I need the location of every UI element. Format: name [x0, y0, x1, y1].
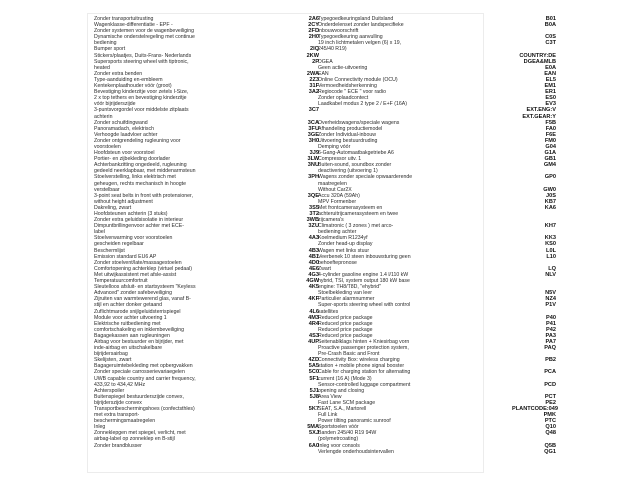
equipment-code: C0S — [545, 34, 556, 41]
equipment-code: 4L6 — [309, 308, 319, 315]
equipment-row — [318, 205, 556, 223]
equipment-row — [318, 449, 556, 455]
equipment-code: PA7 — [545, 338, 556, 345]
equipment-description: Sleutelloos afsluit- en startsysteem "Keyless Advanced" zonder safebeveiliging — [94, 284, 196, 297]
equipment-code: 3WB — [306, 217, 319, 224]
equipment-description: Kentekenplaathouder vóór (groot) — [94, 83, 172, 90]
equipment-row — [94, 394, 319, 406]
equipment-code: 3C7 — [308, 107, 319, 114]
equipment-row — [318, 22, 556, 34]
equipment-description: Climatronic ( 3 zones ) met arco- bediening achter — [318, 223, 394, 236]
equipment-description: Hoofdsteunen achterin (3 stuks) — [94, 211, 168, 217]
equipment-description: Onderdelenset zonder landspecifieke inbouwvoorschrift — [318, 22, 404, 35]
equipment-code: Q10 — [545, 424, 556, 431]
equipment-code: 3CA — [307, 119, 319, 126]
equipment-code: 4B3 — [308, 247, 319, 254]
equipment-code: 4KF — [308, 296, 319, 303]
equipment-description: Koelmedium R1234yf — [318, 235, 368, 242]
equipment-description: Stickers/plaatjes, Duits-Frans- Nederlands — [94, 52, 192, 59]
equipment-row — [318, 382, 556, 394]
equipment-description: Uitvoering bestuurdruding — [318, 137, 378, 144]
equipment-code: 3ZU — [308, 223, 319, 230]
equipment-description: Met frontcamerasysteem en achteruitrijcamerasysteem en twee zijcamera's — [318, 204, 399, 224]
equipment-code: 3H0 — [308, 137, 319, 144]
equipment-code: 2IQ — [309, 46, 319, 53]
equipment-description: Bagageruimtebekleding met opbergvakken — [94, 363, 193, 370]
equipment-code: 5F1 — [309, 375, 319, 382]
equipment-code: 4R4 — [308, 320, 319, 327]
equipment-description: Zonder oplaadcontect — [318, 95, 369, 102]
equipment-description: Verlengde onderhoudsintervallen — [318, 448, 394, 455]
equipment-code: 2WA — [306, 70, 319, 77]
equipment-list-sheet — [88, 14, 559, 472]
equipment-description: Portier- en zijbekleding doorlader — [94, 156, 171, 163]
equipment-code: GM4 — [543, 162, 556, 169]
equipment-description: Zonneklepgen met spiegel, verlicht, met airbag-label op zonneklep en B-stijl — [94, 430, 186, 443]
equipment-description: Reduced price package — [318, 320, 373, 327]
equipment-description: Area View — [318, 393, 342, 400]
equipment-description: Veerbenek 10 steen inbouwsturing geen behoeftepronose — [318, 253, 411, 266]
equipment-row — [318, 254, 556, 266]
equipment-description: Super-sports steering wheel with control satellites — [318, 302, 411, 315]
equipment-description: Skelijsten, zwart — [94, 357, 132, 364]
equipment-code: 4G3 — [308, 271, 319, 278]
equipment-description: Connectivity Box: wireless charging station + mobile phone signal booster — [318, 357, 405, 370]
equipment-code: 3A2 — [308, 89, 319, 96]
equipment-description: Geen actie-uitvoering — [318, 64, 368, 71]
equipment-description: Stoelverwarming voor voorstoelen gescheiden regelbaar — [94, 235, 173, 248]
equipment-row — [318, 357, 556, 369]
equipment-description: Sensor-controlled luggage compartment opening and closing — [318, 381, 411, 394]
equipment-description: Wagenklasse-differentiatie - EPF - — [94, 22, 173, 29]
equipment-code: 3T2 — [309, 211, 319, 217]
equipment-row — [94, 107, 319, 119]
equipment-row — [94, 235, 319, 247]
equipment-code: PTC — [544, 418, 556, 425]
equipment-code: 5MA — [307, 424, 319, 431]
equipment-description: Dakreling, zwart — [94, 204, 132, 211]
equipment-code: FM0 — [544, 137, 556, 144]
equipment-code: EM1 — [544, 83, 556, 90]
equipment-code: L0L — [546, 247, 556, 254]
equipment-code: EXT.GEAR:Y — [522, 113, 556, 120]
equipment-code: B01 — [545, 16, 556, 22]
equipment-description: Zuflichtmarode snijlgeluidsterrispiegel — [94, 308, 181, 315]
equipment-row — [318, 345, 556, 357]
equipment-row — [94, 138, 319, 150]
equipment-code: 4E6 — [309, 265, 319, 272]
equipment-description: Typegoedkeuringsland Duitsland — [318, 16, 394, 22]
equipment-code: B0A — [544, 22, 556, 29]
equipment-code: PCT — [544, 393, 556, 400]
equipment-description: Temperatuurcomfortruit — [94, 278, 148, 285]
equipment-row — [94, 174, 319, 192]
equipment-code: 2A6 — [308, 16, 319, 22]
equipment-description: Vermoedheidsherkenning — [318, 83, 377, 90]
equipment-description: Sportstoelen vóór — [318, 424, 359, 431]
equipment-description: Panoramadach, elektrisch — [94, 125, 154, 132]
equipment-description: Afhandeling productiemodel — [318, 125, 383, 132]
equipment-code: 5XJ — [309, 430, 319, 437]
right-column — [318, 16, 559, 455]
equipment-description: Without Car2X — [318, 186, 352, 193]
equipment-description: Zwart — [318, 265, 331, 272]
equipment-description: DGEA — [318, 58, 333, 65]
equipment-description: Wagens zonder speciale opwaarderende maatregelen — [318, 174, 413, 187]
equipment-code: EAN — [544, 70, 556, 77]
equipment-row — [318, 302, 556, 314]
equipment-description: Power tilting panoramic sunroof — [318, 418, 391, 425]
equipment-code: 31F — [309, 83, 319, 90]
equipment-row — [94, 321, 319, 333]
equipment-code: KH7 — [544, 223, 556, 230]
equipment-description: Zonder ontgrendeling rugleuning voor voorstoelen — [94, 137, 181, 150]
equipment-description: Zonder transportuitrusting — [94, 16, 154, 22]
equipment-description: Inleg voor consols — [318, 442, 360, 449]
equipment-description: Zonder systemen voor de wagenbeveiliging — [94, 28, 195, 35]
equipment-description: Airbag voor bestuurder en bijrijder, met inde-airbag en uitschakelbare bijrijdersairbag — [94, 338, 184, 358]
equipment-code: 3S5 — [309, 204, 319, 211]
equipment-code: 2P — [312, 58, 319, 65]
equipment-code: QG1 — [544, 448, 556, 455]
equipment-description: 4-cylinder gasoline engine 1.4 l/110 kW hybrid, TSI, system output 180 kW base engine: TH8/T8D, "ehybrid" — [318, 271, 410, 291]
equipment-row — [94, 162, 319, 174]
equipment-code: 2H0 — [308, 34, 319, 41]
equipment-code: 3QE — [307, 192, 319, 199]
equipment-description: Module voor achter uitvoering 1 — [94, 314, 167, 321]
equipment-code: P42 — [546, 326, 556, 333]
equipment-code: 2CY — [308, 22, 319, 29]
equipment-description: Fast Lane SCM package — [318, 399, 376, 406]
equipment-description: Bagagekassen aan rugleuningen — [94, 332, 170, 339]
equipment-code: 4S3 — [309, 332, 319, 339]
equipment-code: PMK — [543, 412, 556, 419]
equipment-code: DGEA&MLB — [523, 58, 556, 65]
equipment-code: NZ4 — [545, 296, 556, 303]
equipment-code: 4M3 — [308, 314, 319, 321]
equipment-code: 3FU — [308, 125, 319, 132]
equipment-row — [94, 59, 319, 71]
equipment-code: ES0 — [545, 95, 556, 102]
equipment-row — [318, 369, 556, 381]
equipment-code: ER1 — [545, 89, 556, 96]
equipment-row — [318, 430, 556, 442]
equipment-row — [94, 296, 319, 308]
equipment-description: Reduced price package — [318, 326, 373, 333]
equipment-code: E0A — [545, 64, 556, 71]
equipment-code: 3J9 — [309, 150, 319, 157]
equipment-code: NLV — [545, 271, 556, 278]
equipment-row — [318, 272, 556, 290]
equipment-description: Bevestiging kinderzitje voor zetels I-Size, 2 x top tethers en bevestiging kinderzitje vóór bijrijderszijde — [94, 89, 189, 108]
equipment-code: N5V — [545, 290, 556, 297]
equipment-description: Bumper sport — [94, 46, 126, 53]
equipment-description: Cable for charging station for alternating current (16 A) (Mode 3) — [318, 369, 411, 382]
equipment-description: Zonder Individual-inbouw — [318, 131, 376, 138]
equipment-code: COUNTRY:DE — [519, 52, 556, 59]
equipment-description: Emission standard EU6 AP — [94, 253, 157, 260]
equipment-description: Supersports steering wheel with tiptronic, heated — [94, 58, 189, 71]
equipment-code: Q5B — [544, 442, 556, 449]
equipment-code: 4D0 — [308, 259, 319, 266]
equipment-code: J0S — [546, 192, 556, 199]
equipment-code: KS0 — [545, 241, 556, 248]
equipment-description: Hoofdsteun voor voorstoel — [94, 150, 155, 157]
equipment-code: PCD — [544, 381, 556, 388]
equipment-description: Demping vóór — [318, 143, 351, 150]
equipment-row — [94, 89, 319, 107]
equipment-code: 6A0 — [308, 442, 319, 449]
equipment-description: Overheidswagens/speciale wagens — [318, 119, 400, 126]
equipment-code: GW0 — [543, 186, 556, 193]
equipment-row — [94, 34, 319, 46]
equipment-description: Stoelverstelling, links elektrisch met geheugen, rechts mechanisch in hoogte verstelbaar — [94, 174, 186, 193]
equipment-description: Regiocode " ECE " voor radio — [318, 89, 386, 96]
equipment-description: 6-Gang-Automaatbakgetriebe A6 — [318, 150, 394, 157]
equipment-description: Buitenspiegel bestuurderszijde convex, bijrijderszijde convex — [94, 393, 184, 406]
equipment-description: Dynamische onderstelregeling met continue bediening — [94, 34, 195, 47]
equipment-code: PE2 — [545, 399, 556, 406]
equipment-code: P1V — [545, 302, 556, 309]
equipment-description: Elektrische ruitbediening met comfortschakeling en inklembeveiliging — [94, 320, 184, 333]
equipment-description: Type-aanduiding en-embleem — [94, 76, 163, 83]
equipment-description: UWB capable country and carrier frequency, 433,92 to 434,42 MHz — [94, 375, 196, 388]
equipment-description: EAN — [318, 70, 329, 77]
equipment-code: 4A3 — [308, 235, 319, 242]
equipment-description: Zonder stoelvent/late/massagestoelen — [94, 259, 182, 266]
equipment-code: P41 — [546, 320, 556, 327]
equipment-code: GB1 — [544, 156, 556, 163]
equipment-code: 4UP — [308, 338, 319, 345]
equipment-row — [94, 284, 319, 296]
equipment-code: 5C0 — [308, 369, 319, 376]
equipment-description: Full Link — [318, 412, 338, 419]
equipment-code: 2KW — [306, 52, 319, 59]
equipment-code: EXT.ENG:V — [526, 107, 556, 114]
left-column — [94, 16, 319, 449]
equipment-code: 5J1 — [309, 387, 319, 394]
equipment-row — [94, 223, 319, 235]
equipment-description: Inleg — [94, 424, 106, 431]
equipment-code: PCA — [544, 369, 556, 376]
equipment-code: 4ZD — [308, 357, 319, 364]
equipment-code: Q48 — [545, 430, 556, 437]
equipment-code: 3LW — [307, 156, 319, 163]
equipment-code: LQ — [548, 265, 556, 272]
equipment-description: Online Connectivity module (OCU) — [318, 76, 398, 83]
equipment-description: Zonder speciale carrosserievariaegelen — [94, 369, 185, 376]
equipment-description: Achterbankzitting ongedeeld, rugleuning gedeeld neerklapbaar, met middenarmsteun — [94, 162, 196, 175]
equipment-code: PAQ — [544, 345, 556, 352]
equipment-description: Dimpuntbrillingenvoor achter met ECE- label — [94, 223, 184, 236]
equipment-description: Met uitwijkassistent met afsle-assist — [94, 271, 177, 278]
equipment-description: Particulier alarmnummer — [318, 296, 375, 303]
equipment-row — [318, 40, 556, 52]
equipment-description: Zonder schuifdingwand — [94, 119, 148, 126]
equipment-code: 4GW — [306, 278, 319, 285]
equipment-code: 5A5 — [308, 363, 319, 370]
equipment-code: 4B1 — [308, 253, 319, 260]
equipment-code: L10 — [546, 253, 556, 260]
equipment-description: Reduced price package — [318, 314, 373, 321]
equipment-description: Zonder head-up display — [318, 241, 373, 248]
equipment-description: Zijruiten van warmtewerend glas, vanaf B- stijl en achter donker getaand — [94, 296, 191, 309]
equipment-code: GP0 — [544, 174, 556, 181]
equipment-row — [94, 430, 319, 442]
equipment-description: Comfortopening achterklep (virtuel pedaal) — [94, 265, 193, 272]
equipment-row — [318, 162, 556, 174]
equipment-description: Verhoogde laadvloer achter — [94, 131, 158, 138]
equipment-code: 3NU — [307, 162, 319, 169]
equipment-description: Compressor uitv. 1 — [318, 156, 362, 163]
equipment-description: 3-puntsvorgordel voor middelste zitplaats achterin — [94, 107, 189, 120]
equipment-description: Buiten-sound, soundbox zonder deactivering (uitvoering 1) — [318, 162, 392, 175]
equipment-code: P40 — [546, 314, 556, 321]
equipment-code: 2Z3 — [309, 76, 319, 83]
equipment-description: Typegoedkeuring aanvulling — [318, 34, 383, 41]
equipment-description: Laadkabel modus 2 type 2 / E+F (16A) — [318, 101, 407, 108]
equipment-row — [94, 406, 319, 424]
equipment-description: Wagen met links stuur — [318, 247, 370, 254]
equipment-code: PA3 — [545, 332, 556, 339]
equipment-description: Transportbeschermingshoes (confectsthles) met extra transport- beschermingsmaatregelen — [94, 406, 195, 425]
equipment-description: Stoelbekleding van leer — [318, 290, 372, 297]
equipment-description: Banden 245/40 R19 94W (polymetrcoating) — [318, 430, 377, 443]
equipment-code: FA0 — [545, 125, 556, 132]
equipment-description: 19 inch lichtmetalen velgen (6) x 19, 245/40 R19) — [318, 40, 402, 53]
equipment-row — [318, 223, 556, 235]
equipment-description: SEAT, S.A., Martorell — [318, 406, 367, 412]
equipment-code: EV3 — [545, 101, 556, 108]
equipment-description: MPV Formenber — [318, 198, 357, 205]
equipment-code: 3GE — [307, 131, 319, 138]
equipment-code: KB7 — [544, 198, 556, 205]
equipment-code: KA6 — [544, 204, 556, 211]
equipment-code: 5K7 — [308, 406, 319, 412]
equipment-code: G04 — [545, 143, 556, 150]
equipment-code: 2FD — [308, 28, 319, 35]
equipment-description: Zonder extra benden — [94, 70, 143, 77]
equipment-code: KK3 — [544, 235, 556, 242]
equipment-description: Beschermlijst — [94, 247, 125, 254]
equipment-row — [94, 339, 319, 357]
equipment-description: Zonder extra geluidsisolatie in interieur — [94, 217, 184, 224]
equipment-code: G1A — [544, 150, 556, 157]
equipment-code: 5J8 — [309, 393, 319, 400]
equipment-code: EL5 — [545, 76, 556, 83]
equipment-description: Zonder brandblusser — [94, 442, 142, 449]
equipment-row — [94, 376, 319, 388]
equipment-description: Reduced price package — [318, 332, 373, 339]
equipment-code: 3PH — [308, 174, 319, 181]
equipment-description: Seitenablklags hinten + Kniesirbag vorn — [318, 338, 410, 345]
equipment-description: Achterspoiler — [94, 387, 125, 394]
equipment-code: PB2 — [545, 357, 556, 364]
equipment-row — [94, 443, 319, 449]
equipment-code: C3T — [545, 40, 556, 47]
equipment-description: 3-point seat belts in front with protensioner, without height adjustment — [94, 192, 193, 205]
equipment-code: F6E — [545, 131, 556, 138]
equipment-code: PLANTCODE:049 — [512, 406, 559, 412]
equipment-row — [318, 174, 556, 186]
equipment-description: Accu 320A (59Ah) — [318, 192, 360, 199]
equipment-description: Proactive passenger protection system, Pre-Crash Basic and Front — [318, 345, 409, 358]
equipment-code: 4K5 — [308, 284, 319, 291]
equipment-code: F5B — [545, 119, 556, 126]
equipment-row — [94, 193, 319, 205]
